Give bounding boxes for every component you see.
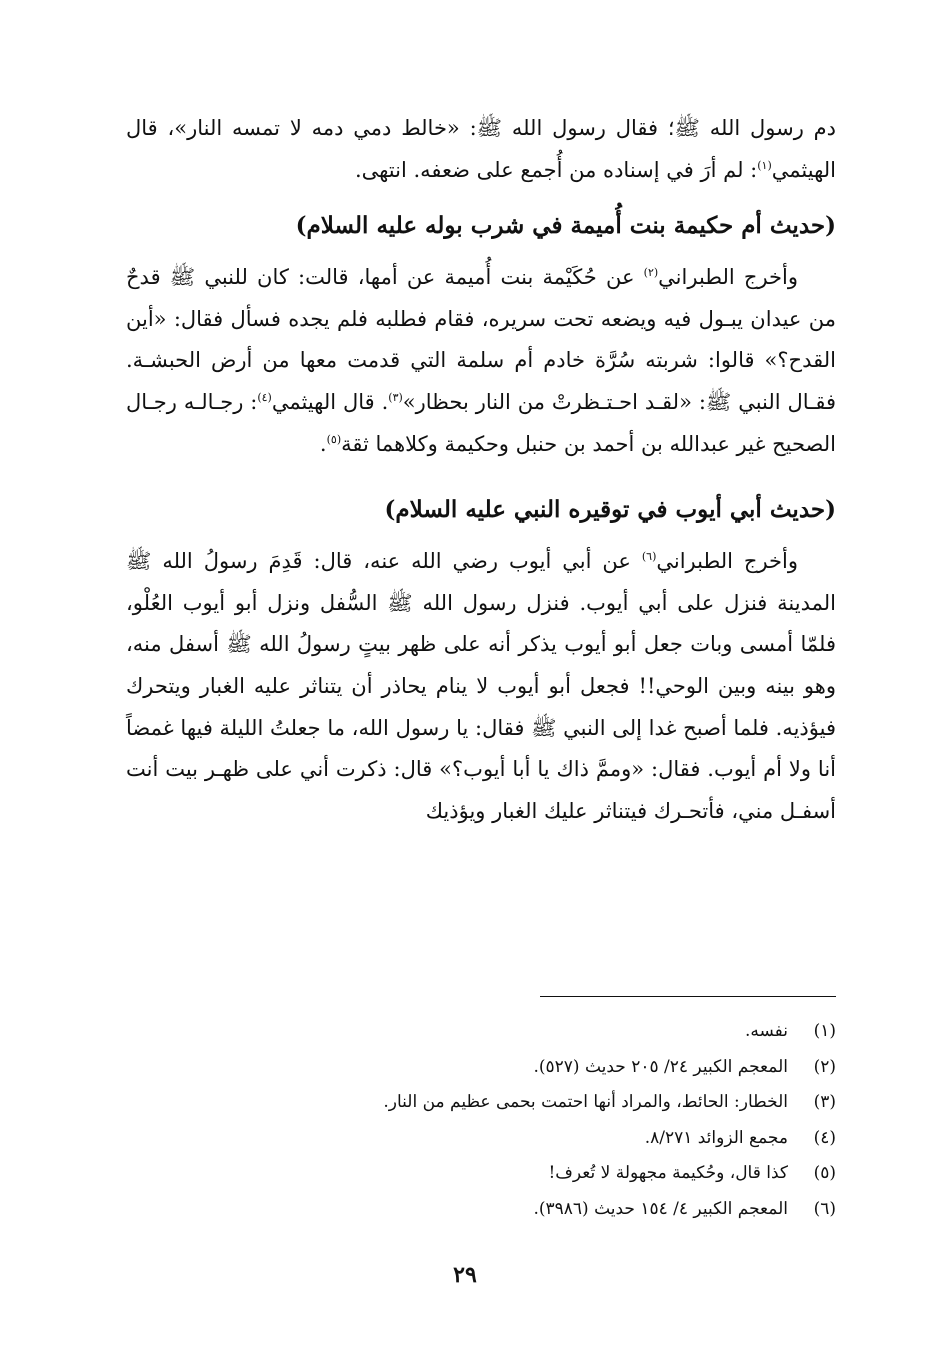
footnote-text: مجمع الزوائد ٨/٢٧١. [644, 1127, 788, 1148]
paragraph-2 [126, 257, 836, 465]
footnote-number: (٣) [813, 1092, 836, 1112]
footnote-text: المعجم الكبير ٤/ ١٥٤ حديث (٣٩٨٦). [533, 1198, 788, 1219]
footnote-number: (٥) [813, 1163, 836, 1183]
footnote-item [126, 1085, 836, 1121]
paragraph-2-text-b: عن حُكَيْمة بنت أُميمة عن أمها، قالت: كان للنبي ﷺ قدحٌ من عيدان يبـول فيه ويضعه تحت سريره، فقام فطلبه فلم يجده فسأل فقال: «أين القدح؟» قالوا: شربته سُرَّة خادم أم سلمة التي قدمت معها من أرض الحبشـة. فقـال النبي ﷺ: «لقـد احـتـظرتْ من النار بحظار» [126, 265, 836, 414]
footnote-ref-3[interactable]: (٣) [388, 390, 403, 404]
paragraph-2-text-a: وأخرج الطبراني [658, 265, 799, 290]
footnote-separator [540, 996, 836, 997]
footnote-number: (١) [813, 1021, 836, 1041]
paragraph-1 [126, 108, 836, 191]
footnotes-list [126, 1014, 836, 1227]
paragraph-1-text-end: : لم أرَ في إسناده من أُجمع على ضعفه. انتهى. [354, 157, 758, 182]
paragraph-3-text-b: عن أبي أيوب رضي الله عنه، قال: قَدِمَ رسولُ الله ﷺ المدينة فنزل على أبي أيوب. فنزل رسول الله ﷺ السُّفل ونزل أبو أيوب العُلْو، فلمّا أمسى وبات جعل أبو أيوب يذكر أنه على ظهر بيتٍ رسولُ الله ﷺ أسفل منه، وهو بينه وبين الوحي!! فجعل أبو أيوب لا ينام يحاذر أن يتناثر عليه الغبار ويتحرك فيؤذيه. فلما أصبح غدا إلى النبي ﷺ فقال: يا رسول الله، ما جعلتُ الليلة فيها غمضاً أنا ولا أم أيوب. فقال: «وممَّ ذاك يا أبا أيوب؟» قال: ذكرت أني على ظهـر بيت أنت أسفـل مني، فأتحـرك فيتناثر عليك الغبار ويؤذيك [126, 549, 836, 823]
footnote-ref-5[interactable]: (٥) [326, 432, 342, 446]
footnote-number: (٢) [813, 1056, 836, 1077]
paragraph-3-text-a: وأخرج الطبراني [656, 549, 798, 574]
footnote-item [126, 1121, 836, 1157]
page-number: ٢٩ [453, 1262, 477, 1288]
footnote-ref-2[interactable]: (٢) [643, 266, 659, 280]
footnote-ref-1[interactable]: (١) [757, 158, 772, 172]
footnote-item [126, 1192, 836, 1228]
section-heading-abu-ayyub: (حديث أبي أيوب في توقيره النبي عليه السلام) [384, 496, 836, 524]
footnote-number: (٤) [813, 1127, 836, 1148]
section-heading-hakima: (حديث أم حكيمة بنت أُميمة في شرب بوله عليه السلام) [295, 212, 836, 240]
paragraph-2-text-c: . قال الهيثمي [271, 389, 389, 414]
footnote-number: (٦) [813, 1198, 836, 1219]
footnote-text: كذا قال، وحُكيمة مجهولة لا تُعرف! [548, 1163, 788, 1183]
footnote-text: نفسه. [744, 1021, 788, 1041]
footnote-text: الخطار: الحائط، والمراد أنها احتمت بحمى عظيم من النار. [383, 1092, 788, 1112]
footnote-ref-6[interactable]: (٦) [641, 550, 657, 564]
paragraph-2-text-d: : رجـالـه رجـال الصحيح غير عبدالله بن أحمد بن حنبل وحكيمة وكلاهما ثقة [126, 389, 836, 456]
main-text [126, 108, 836, 832]
paragraph-3 [126, 541, 836, 832]
footnote-item [126, 1050, 836, 1086]
footnote-text: المعجم الكبير ٢٤/ ٢٠٥ حديث (٥٢٧). [533, 1056, 788, 1077]
footnote-item [126, 1156, 836, 1192]
footnote-ref-4[interactable]: (٤) [257, 390, 272, 404]
paragraph-2-text-e: . [319, 431, 327, 456]
paragraph-1-text: دم رسول الله ﷺ؛ فقال رسول الله ﷺ: «خالط دمي دمه لا تمسه النار»، قال الهيثمي [126, 116, 837, 182]
footnote-item [126, 1014, 836, 1050]
